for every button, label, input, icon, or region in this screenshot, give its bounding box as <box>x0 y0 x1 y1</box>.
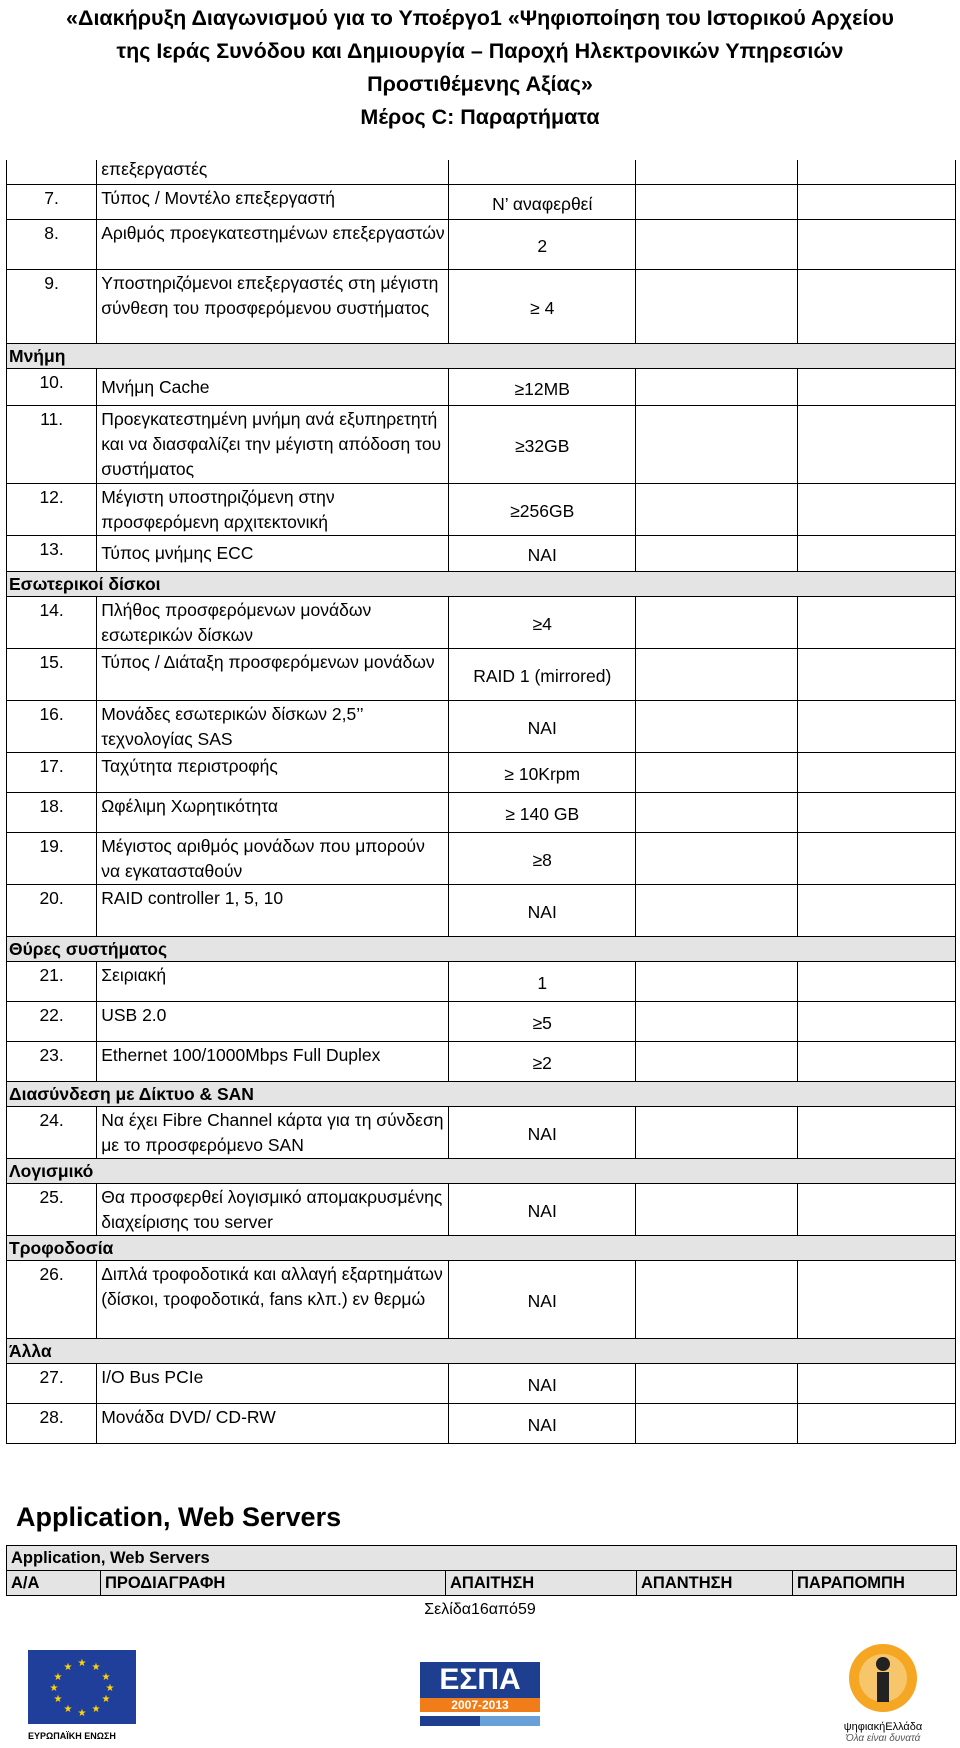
svg-text:★: ★ <box>77 1658 87 1669</box>
espa-years: 2007-2013 <box>420 1698 540 1712</box>
svg-text:★: ★ <box>77 1708 87 1719</box>
svg-text:★: ★ <box>53 1694 63 1705</box>
section-row-disks: Εσωτερικοί δίσκοι <box>7 572 956 597</box>
table-row: 20. RAID controller 1, 5, 10 ΝΑΙ <box>7 885 956 937</box>
table-row: 26. Διπλά τροφοδοτικά και αλλαγή εξαρτημάτων (δίσκοι, τροφοδοτικά, fans κλπ.) εν θερμώ ΝΑΙ <box>7 1261 956 1339</box>
table-row: 24. Να έχει Fibre Channel κάρτα για τη σύνδεση με το προσφερόμενο SAN ΝΑΙ <box>7 1107 956 1159</box>
espa-logo <box>420 1662 540 1726</box>
table-row: 14. Πλήθος προσφερόμενων μονάδων εσωτερικών δίσκων ≥4 <box>7 597 956 649</box>
dig-label: ψηφιακήΕλλάδα <box>843 1721 923 1733</box>
table-row: 17. Ταχύτητα περιστροφής ≥ 10Krpm <box>7 753 956 793</box>
svg-text:★: ★ <box>105 1683 115 1694</box>
table-row: 13. Τύπος μνήμης ECC ΝΑΙ <box>7 536 956 572</box>
header-line-1: «Διακήρυξη Διαγωνισμού για το Υποέργο1 «Ψηφιοποίηση του Ιστορικού Αρχείου <box>66 6 894 30</box>
header-line-4: Μέρος C: Παραρτήματα <box>360 105 600 129</box>
eu-flag-icon <box>28 1650 136 1724</box>
document-header <box>0 2 960 134</box>
table-row <box>7 160 956 185</box>
header-line-3: Προστιθέμενης Αξίας» <box>367 72 593 96</box>
table-row: 7. Τύπος / Μοντέλο επεξεργαστή Ν’ αναφερθεί <box>7 185 956 220</box>
svg-text:★: ★ <box>49 1683 59 1694</box>
table-row: 19. Μέγιστος αριθμός μονάδων που μπορούν να εγκατασταθούν ≥8 <box>7 833 956 885</box>
header-line-2: της Ιεράς Συνόδου και Δημιουργία – Παροχή Ηλεκτρονικών Υπηρεσιών <box>116 39 844 63</box>
svg-text:★: ★ <box>101 1672 111 1683</box>
table-header-row <box>7 1571 957 1596</box>
col-header: ΑΠΑΙΤΗΣΗ <box>446 1571 637 1596</box>
col-header: ΠΑΡΑΠΟΜΠΗ <box>793 1571 957 1596</box>
table-row: 21. Σειριακή 1 <box>7 962 956 1002</box>
svg-text:★: ★ <box>53 1672 63 1683</box>
digital-greece-logo <box>818 1640 948 1744</box>
table-title-row: Application, Web Servers <box>7 1546 957 1571</box>
col-header: ΑΠΑΝΤΗΣΗ <box>637 1571 793 1596</box>
section-title: Application, Web Servers <box>16 1502 342 1532</box>
table-row: 25. Θα προσφερθεί λογισμικό απομακρυσμένης διαχείρισης του server ΝΑΙ <box>7 1184 956 1236</box>
section-row-memory: Μνήμη <box>7 344 956 369</box>
table-row: 18. Ωφέλιμη Χωρητικότητα ≥ 140 GB <box>7 793 956 833</box>
digital-greece-icon <box>843 1640 923 1716</box>
svg-text:★: ★ <box>63 1704 73 1715</box>
svg-text:★: ★ <box>101 1694 111 1705</box>
spec-table <box>6 160 956 1444</box>
espa-label: ΕΣΠΑ <box>420 1662 540 1698</box>
table-row: 12. Μέγιστη υποστηριζόμενη στην προσφερόμενη αρχιτεκτονική ≥256GB <box>7 484 956 536</box>
col-header: ΠΡΟΔΙΑΓΡΑΦΗ <box>101 1571 446 1596</box>
table-row: 15. Τύπος / Διάταξη προσφερόμενων μονάδων RAID 1 (mirrored) <box>7 649 956 701</box>
col-header: Α/Α <box>7 1571 101 1596</box>
table-row: 22. USB 2.0 ≥5 <box>7 1002 956 1042</box>
eu-flag-logo <box>28 1650 138 1741</box>
svg-text:★: ★ <box>63 1662 73 1673</box>
section-row-power: Τροφοδοσία <box>7 1236 956 1261</box>
dig-slogan: Όλα είναι δυνατά <box>845 1733 921 1744</box>
svg-text:★: ★ <box>91 1662 101 1673</box>
section-row-software: Λογισμικό <box>7 1159 956 1184</box>
eu-label: ΕΥΡΩΠΑΪΚΗ ΕΝΩΣΗ <box>28 1731 116 1741</box>
table-row: 10. Μνήμη Cache ≥12MB <box>7 369 956 406</box>
svg-text:★: ★ <box>91 1704 101 1715</box>
section-row-other: Άλλα <box>7 1339 956 1364</box>
flag-strip-icon <box>420 1716 540 1726</box>
table-row: 27. I/O Bus PCIe ΝΑΙ <box>7 1364 956 1404</box>
web-servers-table <box>6 1545 957 1596</box>
table-row: 11. Προεγκατεστημένη μνήμη ανά εξυπηρετητή και να διασφαλίζει την μέγιστη απόδοση του συστήματος ≥32GB <box>7 406 956 484</box>
table-row: 8. Αριθμός προεγκατεστημένων επεξεργαστών 2 <box>7 220 956 270</box>
table-row: 16. Μονάδες εσωτερικών δίσκων 2,5’’ τεχνολογίας SAS ΝΑΙ <box>7 701 956 753</box>
table-row: 23. Ethernet 100/1000Mbps Full Duplex ≥2 <box>7 1042 956 1082</box>
table-row: 28. Μονάδα DVD/ CD-RW ΝΑΙ <box>7 1404 956 1444</box>
table-row: 9. Υποστηριζόμενοι επεξεργαστές στη μέγιστη σύνθεση του προσφερόμενου συστήματος ≥ 4 <box>7 270 956 344</box>
section-row-ports: Θύρες συστήματος <box>7 937 956 962</box>
section-row-network: Διασύνδεση με Δίκτυο & SAN <box>7 1082 956 1107</box>
page-number: Σελίδα16από59 <box>424 1601 536 1618</box>
spec-text: επεξεργαστές <box>97 160 449 185</box>
